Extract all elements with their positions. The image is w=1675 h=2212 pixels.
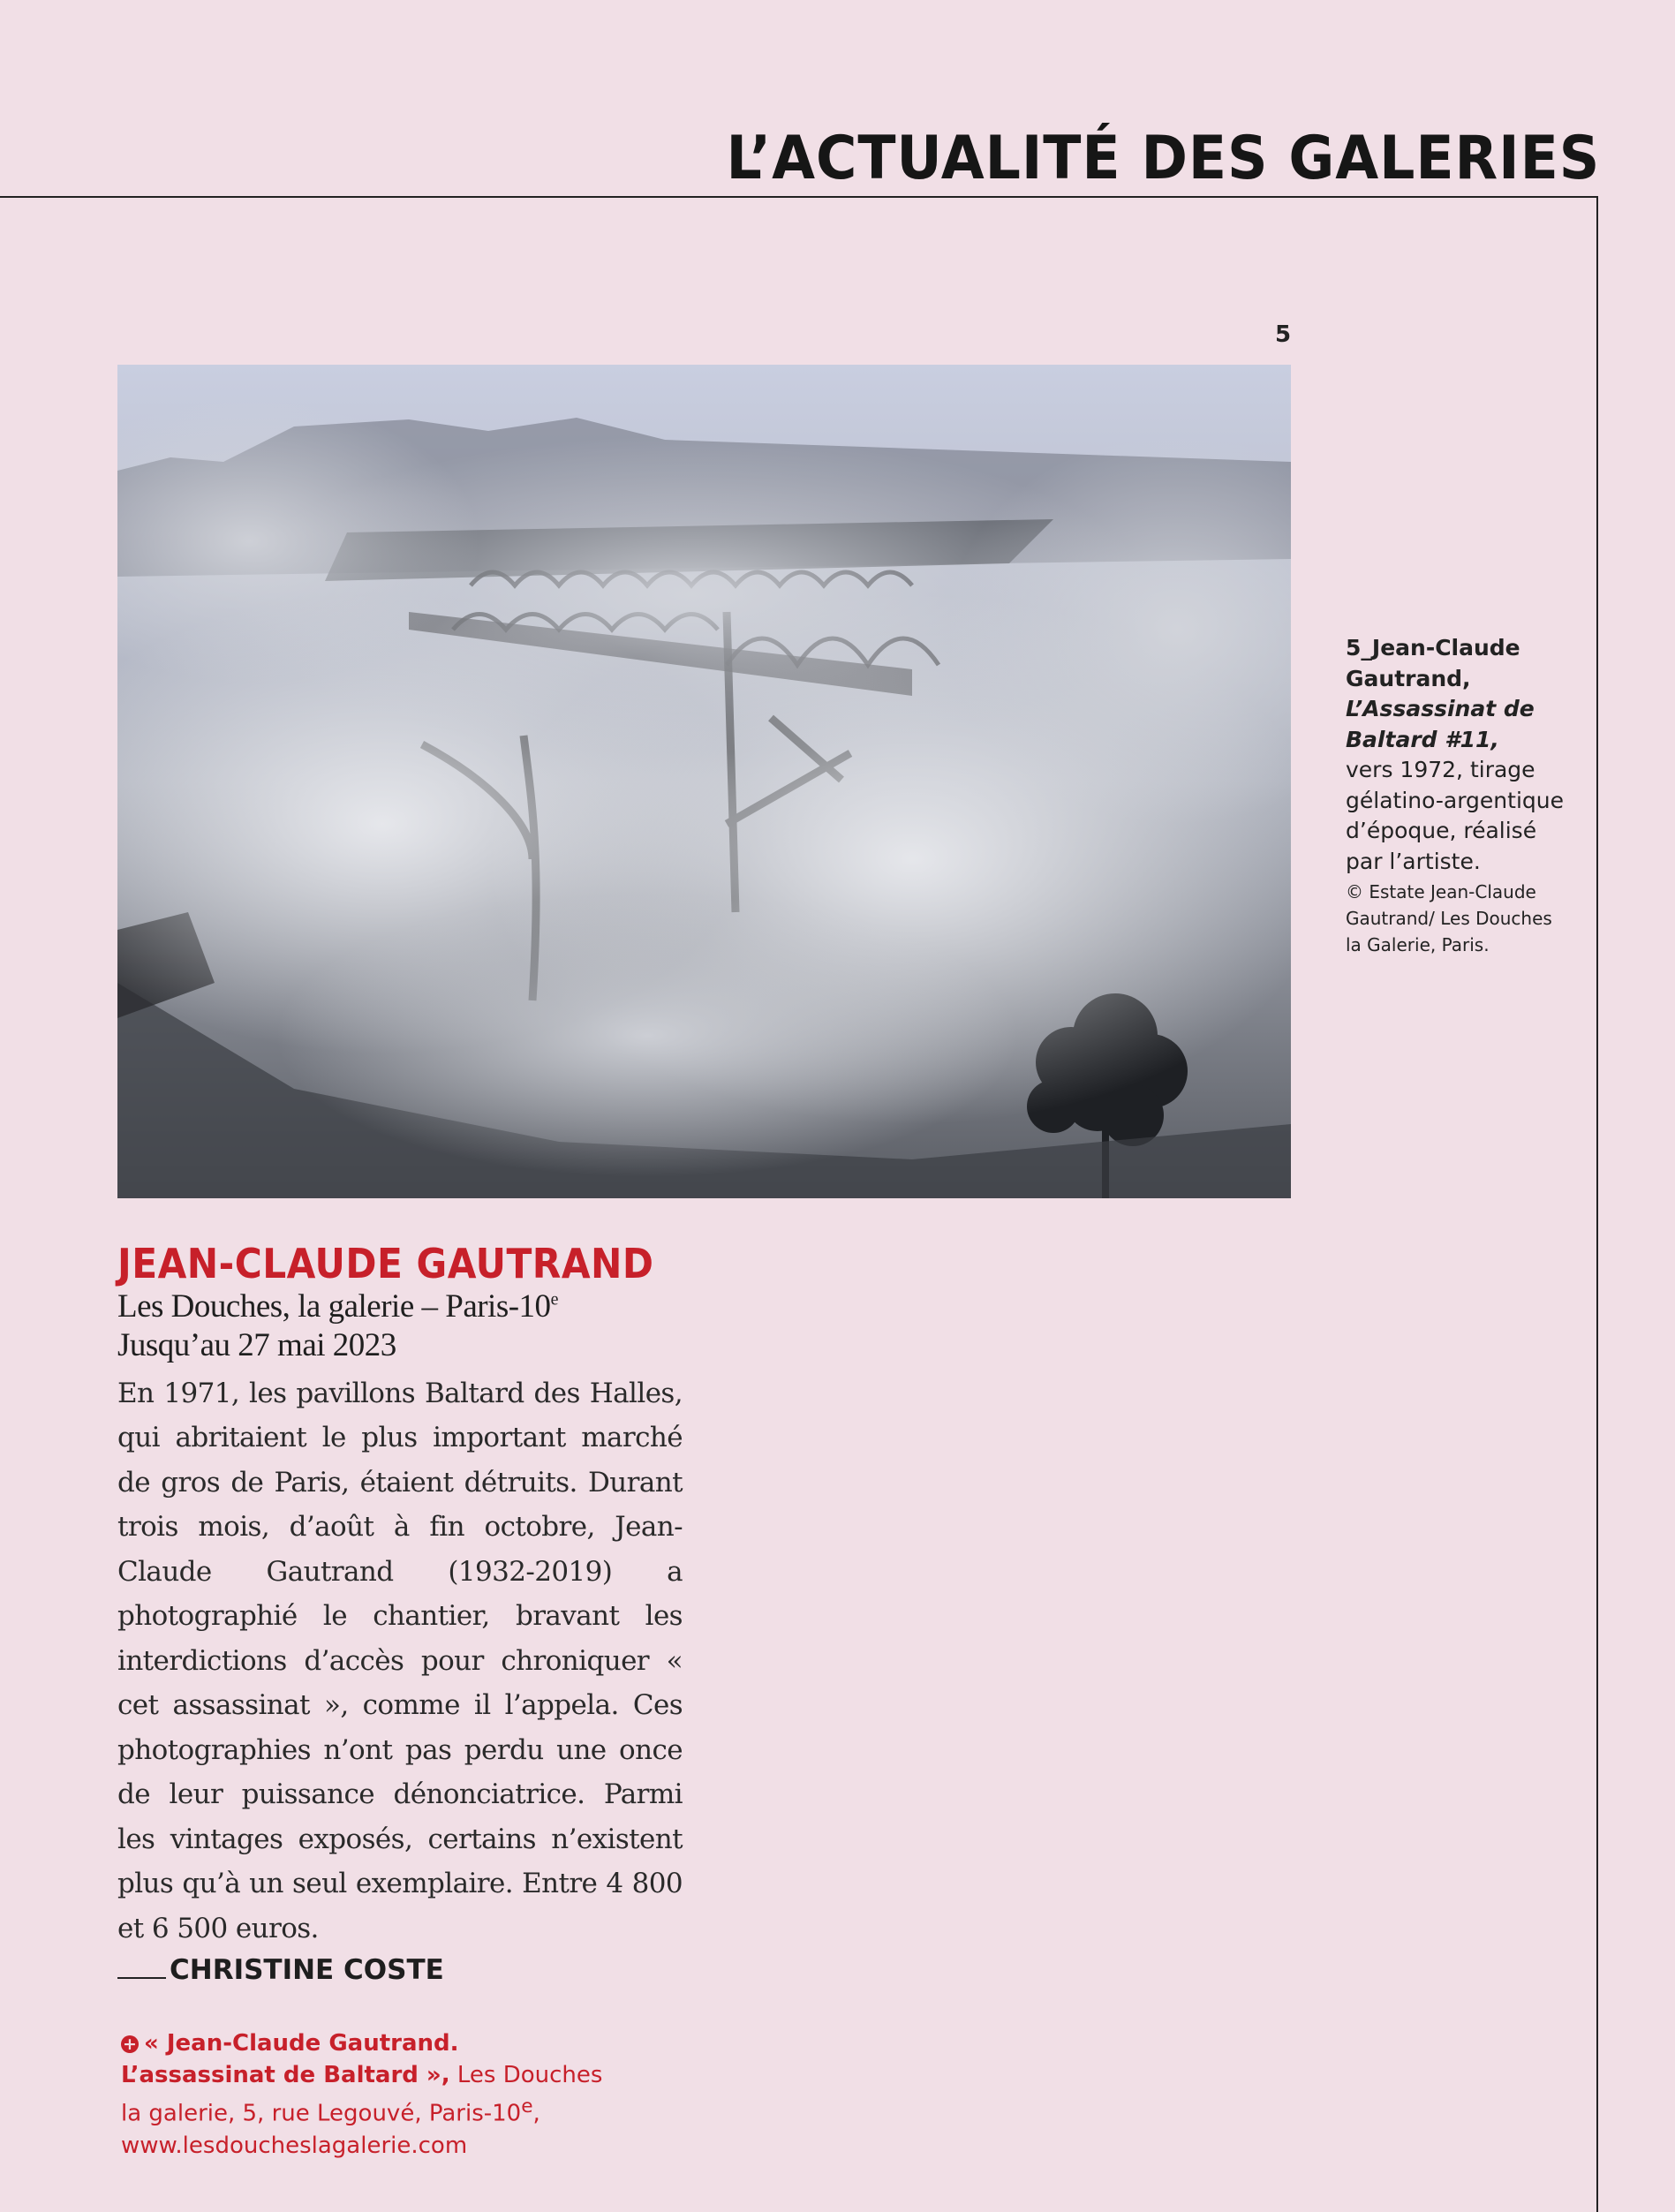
author-name: CHRISTINE COSTE	[170, 1954, 444, 1987]
info-title: « Jean-Claude Gautrand. L’assassinat de Baltard »,	[121, 2030, 459, 2088]
figure-number: 5	[1275, 321, 1292, 348]
venue-text: Les Douches, la galerie – Paris-10	[117, 1287, 551, 1325]
exhibition-info	[121, 2027, 615, 2162]
caption-credit: © Estate Jean-Claude Gautrand/ Les Douches la Galerie, Paris.	[1346, 881, 1552, 955]
info-website-link[interactable]: www.lesdoucheslagalerie.com	[121, 2132, 468, 2159]
caption-details: vers 1972, tirage gélatino-argentique d’époque, réalisé par l’artiste.	[1346, 757, 1564, 874]
article-venue	[117, 1287, 683, 1326]
info-address-end: ,	[532, 2100, 540, 2127]
venue-superscript: e	[550, 1289, 558, 1310]
frame-right-rule	[1596, 196, 1598, 2212]
info-address-superscript: e	[521, 2095, 533, 2118]
article	[117, 1241, 683, 1986]
frame-top-rule	[0, 196, 1598, 198]
article-body: En 1971, les pavillons Baltard des Halles, qui abritaient le plus important marché de gros de Paris, étaient détruits. Durant trois mois, d’août à fin octobre, Jean-Claude Gautrand (1932-2019) a photographié le chantier, bravant les interdictions d’accès pour chroniquer « cet assassinat », comme il l’appela. Ces photographies n’ont pas perdu une once de leur puissance dénonciatrice. Parmi les vintages exposés, certains n’existent plus qu’à un seul exemplaire. Entre 4 800 et 6 500 euros.	[117, 1377, 683, 1944]
article-author	[117, 1954, 683, 1986]
figure-caption	[1346, 633, 1566, 958]
section-title: L’ACTUALITÉ DES GALERIES	[726, 124, 1600, 193]
author-rule	[117, 1977, 166, 1979]
plus-circle-icon: +	[121, 2035, 139, 2053]
caption-title: L’Assassinat de Baltard #11,	[1346, 696, 1535, 752]
caption-artist: 5_Jean-Claude Gautrand,	[1346, 635, 1520, 691]
article-dates: Jusqu’au 27 mai 2023	[117, 1327, 396, 1364]
photograph-fog-baltard-demolition	[117, 365, 1291, 1198]
info-address: Les Douches la galerie, 5, rue Legouvé, Paris-10	[121, 2062, 603, 2127]
article-headline: JEAN-CLAUDE GAUTRAND	[117, 1240, 654, 1287]
